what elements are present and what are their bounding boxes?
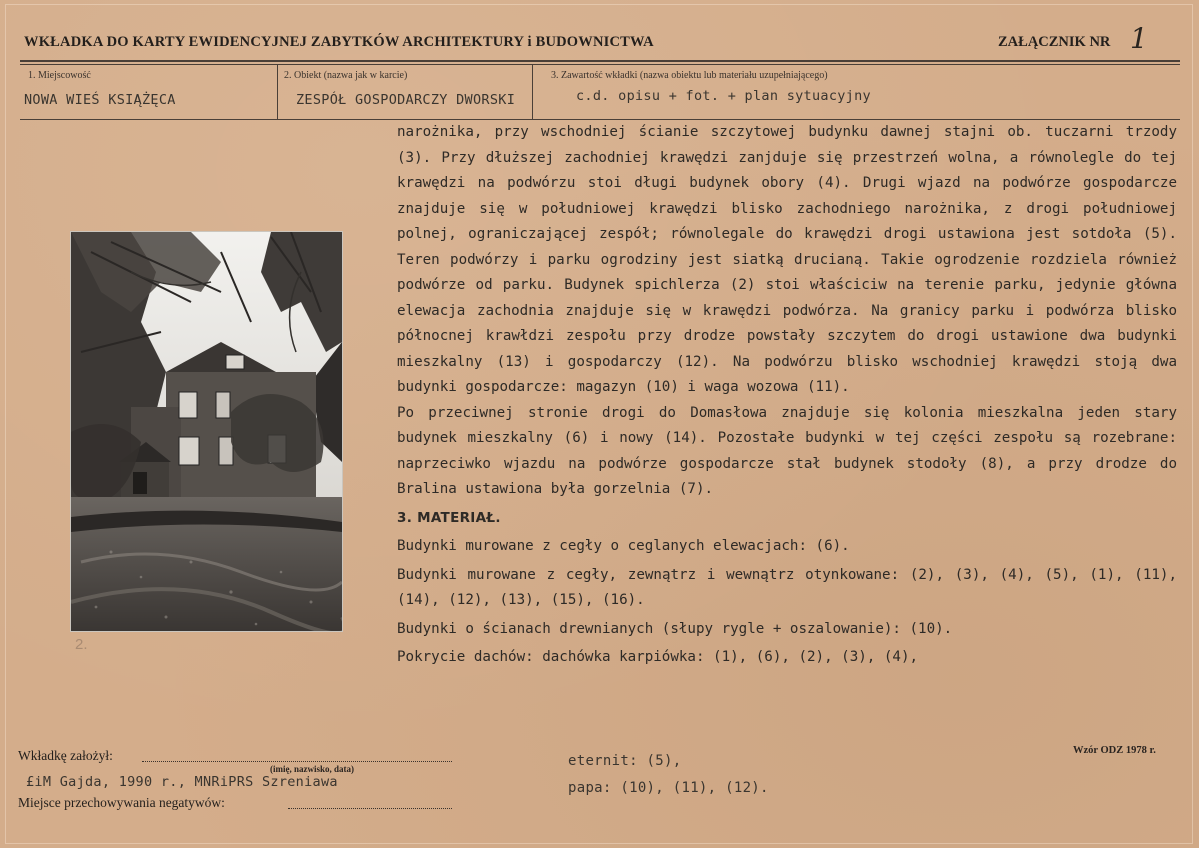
negatives-label: Miejsce przechowywania negatywów: — [18, 795, 225, 810]
object-value: ZESPÓŁ GOSPODARCZY DWORSKI — [296, 92, 516, 108]
description-paragraph-2: Po przeciwnej stronie drogi do Domasłowa znajduje się kolonia mieszkalna jeden stary budynek mieszkalny (6) i nowy (14). Pozostałe budynki w tej części zespołu są rozebrane: naprzeciwko wjazdu na podwórze gospodarcze stał budynek stodoły (8), a przy drodze do Bralina ustawiona była gorzelnia (7). — [397, 404, 1177, 497]
material-heading: 3. MATERIAŁ. — [397, 509, 501, 526]
description-text — [397, 120, 1177, 671]
roof-papa: papa: (10), (11), (12). — [568, 780, 769, 796]
header-rule-top-2 — [20, 64, 1180, 65]
card-title: WKŁADKA DO KARTY EWIDENCYJNEJ ZABYTKÓW ARCHITEKTURY i BUDOWNICTWA — [24, 34, 654, 50]
negatives-line — [288, 808, 452, 809]
contents-value: c.d. opisu + fot. + plan sytuacyjny — [576, 88, 871, 104]
field-divider-1 — [277, 65, 278, 119]
material-line-2: Budynki murowane z cegły, zewnątrz i wewnątrz otynkowane: (2), (3), (4), (5), (1), (11), (14), (12), (13), (15), (16). — [397, 566, 1177, 608]
manor-photo — [70, 231, 343, 632]
field-divider-2 — [532, 65, 533, 119]
locality-label: 1. Miejscowość — [28, 70, 91, 81]
contents-label: 3. Zawartość wkładki (nazwa obiektu lub materiału uzupełniającego) — [551, 70, 828, 81]
manor-photo-image — [71, 232, 342, 631]
creator-sublabel: (imię, nazwisko, data) — [270, 764, 354, 774]
creator-value: £iM Gajda, 1990 r., MNRiPRS Szreniawa — [26, 774, 338, 790]
creator-label: Wkładkę założył: — [18, 748, 113, 763]
annex-number: 1 — [1130, 22, 1148, 55]
annex-label: ZAŁĄCZNIK NR — [998, 34, 1111, 50]
form-code: Wzór ODZ 1978 r. — [1073, 745, 1156, 756]
locality-value: NOWA WIEŚ KSIĄŻĘCA — [24, 92, 176, 108]
creator-line — [142, 761, 452, 762]
material-line-4: Pokrycie dachów: dachówka karpiówka: (1), (6), (2), (3), (4), — [397, 649, 919, 665]
material-line-3: Budynki o ścianach drewnianych (słupy rygle + oszalowanie): (10). — [397, 620, 953, 637]
material-line-1: Budynki murowane z cegły o ceglanych elewacjach: (6). — [397, 538, 850, 554]
object-label: 2. Obiekt (nazwa jak w karcie) — [284, 70, 408, 81]
roof-eternit: eternit: (5), — [568, 753, 682, 769]
header-rule-top — [20, 60, 1180, 62]
photo-number: 2. — [75, 636, 88, 653]
description-paragraph-1: narożnika, przy wschodniej ścianie szczytowej budynku dawnej stajni ob. tuczarni trzody (3). Przy dłuższej zachodniej krawędzi zanjduje się przestrzeń wolna, a równolegle do tej krawędzi na podwórzu stoi długi budynek obory (4). Drugi wjazd na podwórze gospodarcze znajduje się w południowej krawędzi blisko zachodniego narożnika, z drogi południowej polnej, ograniczającej zespół; równolegale do krawędzi drogi ustawiona jest sotdoła (5). Teren podwórzy i parku ogrodziny jest siatką drucianą. Takie ogrodzenie rozdziela również podwórze od parku. Budynek spichlerza (2) stoi właściciw na terenie parku, jedynie główna elewacja zachodnia znajduje się w krawędzi podwórza. Na granicy parku i podwórza blisko północnej krawłdzi zespołu przy drodze powstały szczytem do drogi ustawione dwa budynki mieszkalny (13) i gospodarczy (12). Na podwórzu blisko wschodniej krawędzi stoją dwa budynki gospodarcze: magazyn (10) i waga wozowa (11). — [397, 124, 1177, 395]
